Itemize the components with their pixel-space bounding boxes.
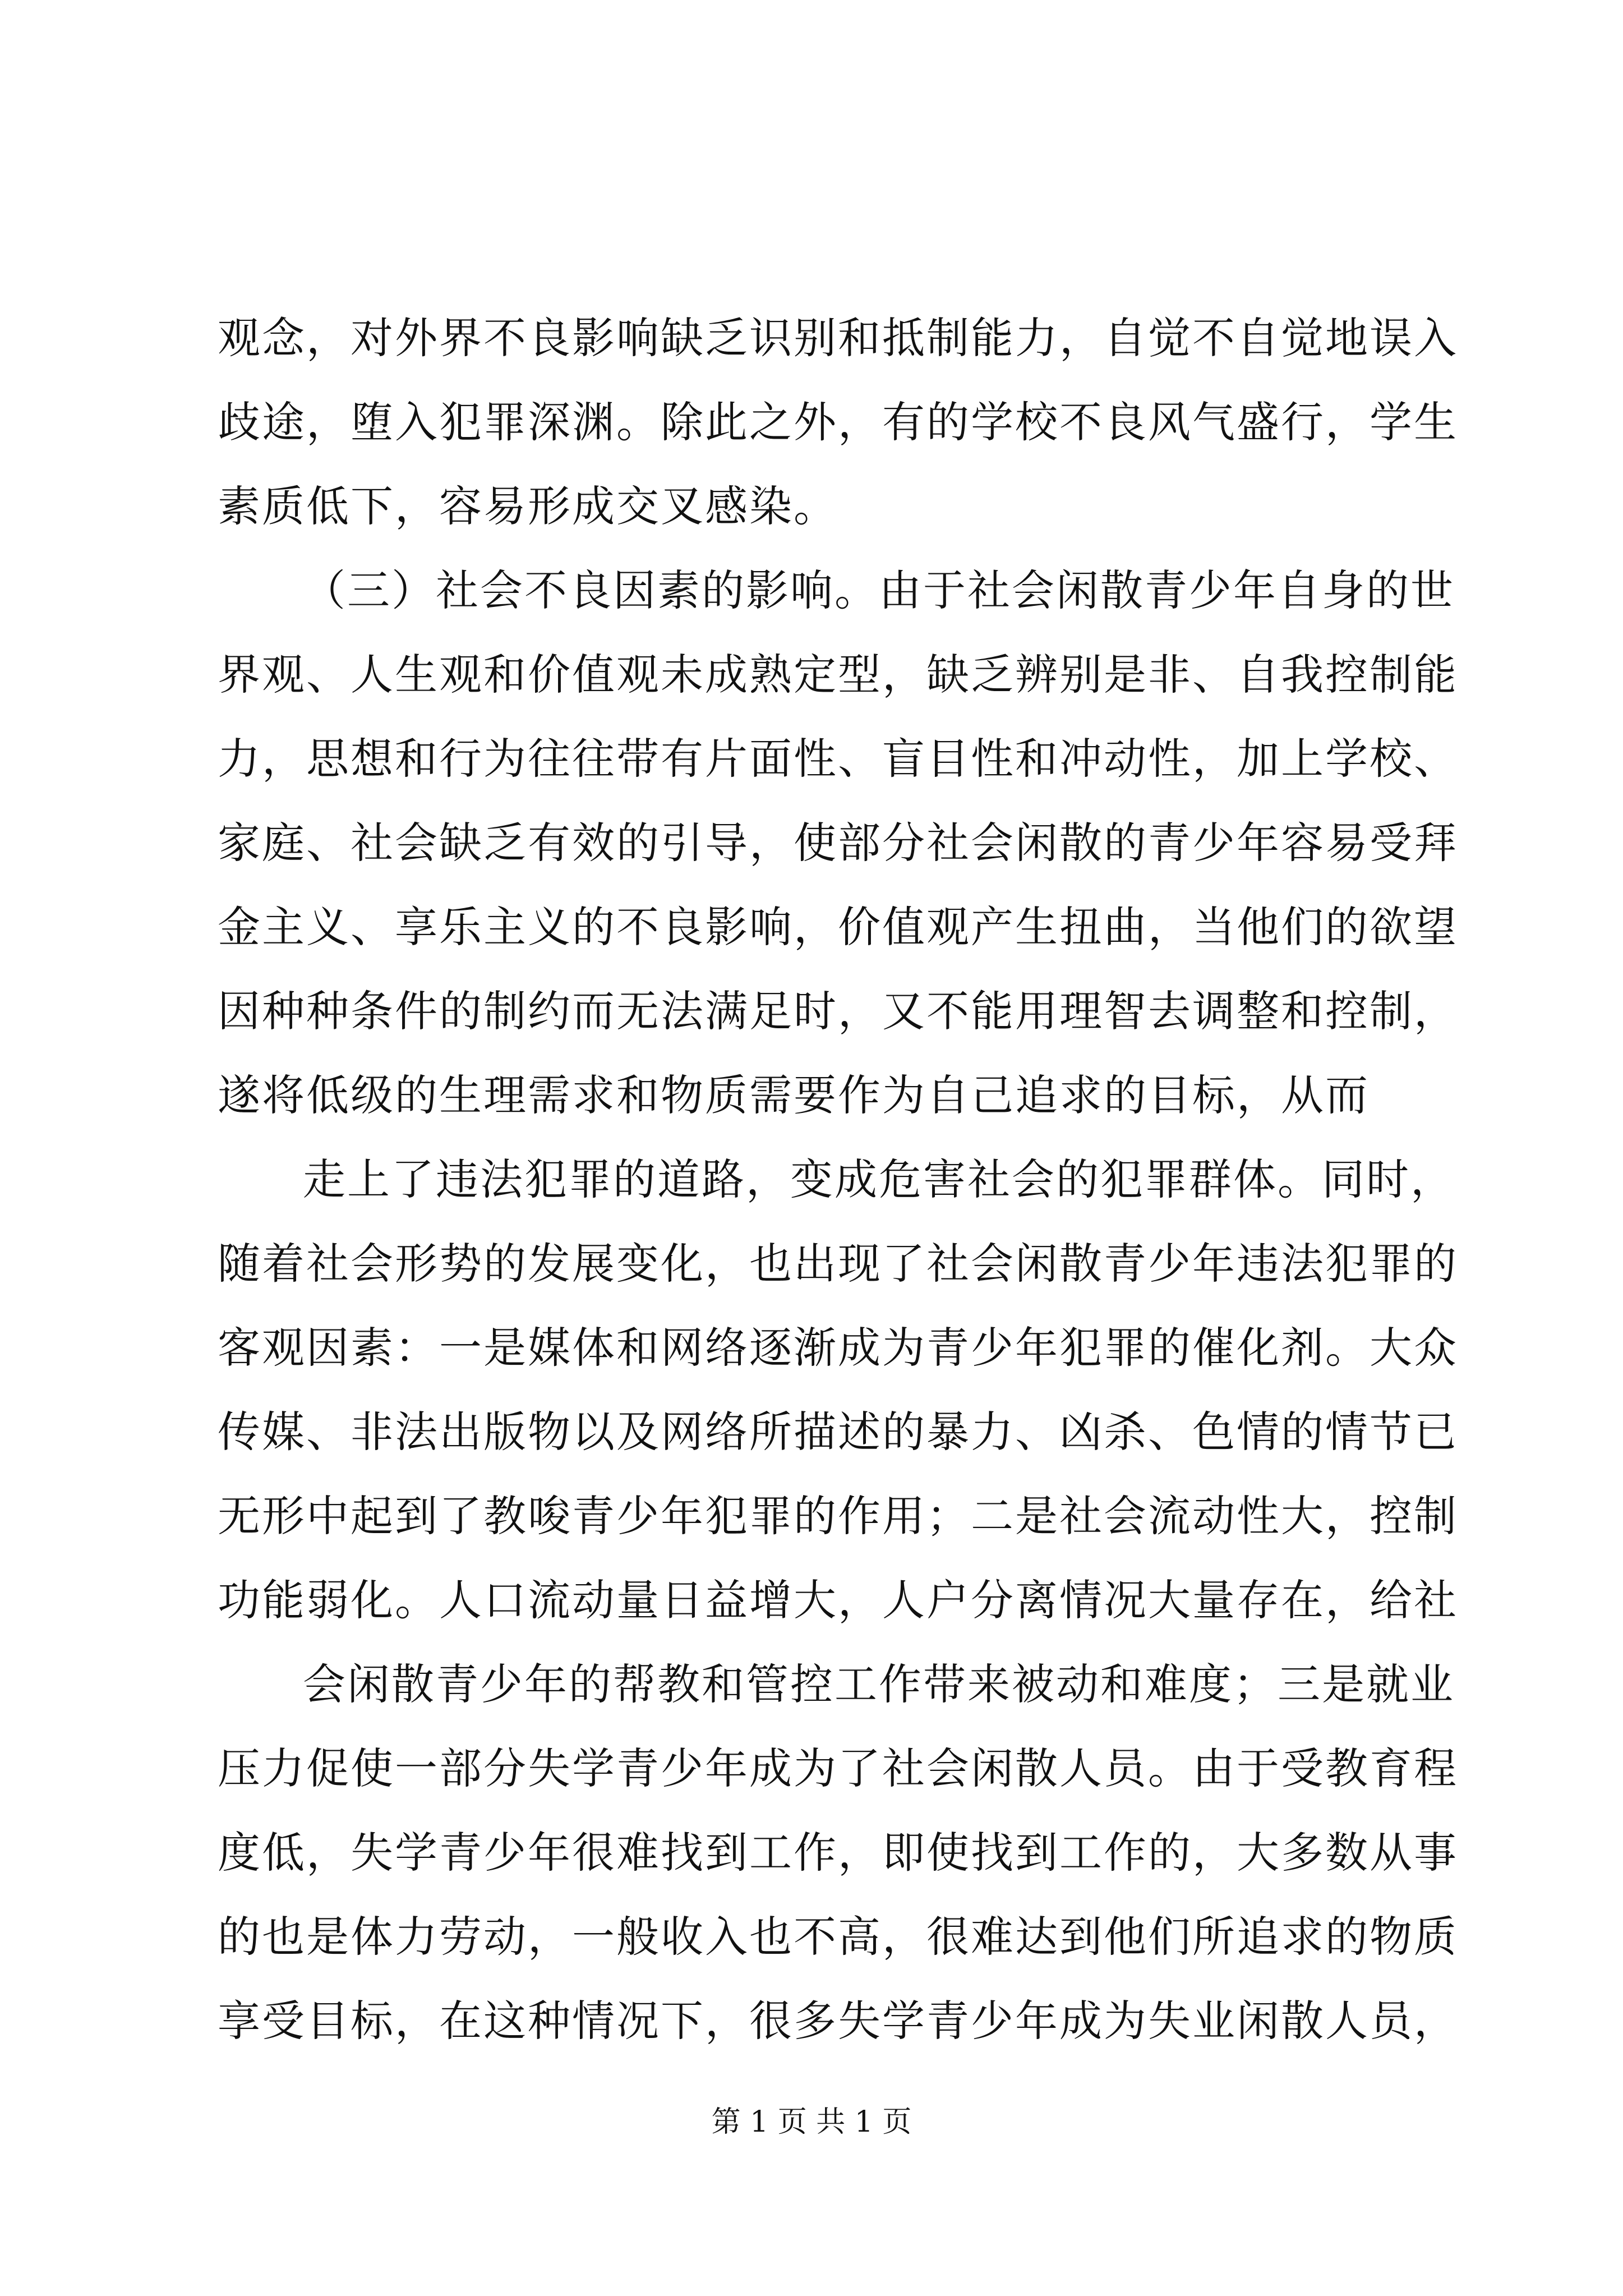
text-line: 家庭、社会缺乏有效的引导，使部分社会闲散的青少年容易受拜 (218, 818, 1458, 868)
text-line: 遂将低级的生理需求和物质需要作为自己追求的目标，从而 (218, 1070, 1370, 1120)
text-line: 享受目标，在这种情况下，很多失学青少年成为失业闲散人员， (218, 1996, 1458, 2046)
text-line: 随着社会形势的发展变化，也出现了社会闲散青少年违法犯罪的 (218, 1239, 1458, 1289)
text-line: 素质低下，容易形成交叉感染。 (218, 481, 838, 531)
text-line: 的也是体力劳动，一般收入也不高，很难达到他们所追求的物质 (218, 1912, 1458, 1962)
text-line: 观念，对外界不良影响缺乏识别和抵制能力，自觉不自觉地误入 (218, 313, 1458, 363)
text-line: 压力促使一部分失学青少年成为了社会闲散人员。由于受教育程 (218, 1743, 1458, 1793)
page-number-label: 第 1 页 共 1 页 (711, 2105, 912, 2139)
text-line: （三）社会不良因素的影响。由于社会闲散青少年自身的世 (303, 565, 1455, 615)
text-line: 功能弱化。人口流动量日益增大，人户分离情况大量存在，给社 (218, 1575, 1458, 1625)
text-line: 因种种条件的制约而无法满足时，又不能用理智去调整和控制， (218, 986, 1458, 1036)
text-line: 歧途，堕入犯罪深渊。除此之外，有的学校不良风气盛行，学生 (218, 397, 1458, 447)
text-line: 无形中起到了教唆青少年犯罪的作用；二是社会流动性大，控制 (218, 1491, 1458, 1541)
text-line: 界观、人生观和价值观未成熟定型，缺乏辨别是非、自我控制能 (218, 650, 1458, 700)
page-footer (0, 2102, 1623, 2142)
text-line: 金主义、享乐主义的不良影响，价值观产生扭曲，当他们的欲望 (218, 902, 1458, 952)
body-text (218, 296, 1458, 2063)
text-line: 度低，失学青少年很难找到工作，即使找到工作的，大多数从事 (218, 1828, 1458, 1878)
text-line: 传媒、非法出版物以及网络所描述的暴力、凶杀、色情的情节已 (218, 1407, 1458, 1457)
text-line: 力，思想和行为往往带有片面性、盲目性和冲动性，加上学校、 (218, 734, 1458, 784)
text-line: 会闲散青少年的帮教和管控工作带来被动和难度；三是就业 (303, 1659, 1455, 1709)
text-line: 客观因素：一是媒体和网络逐渐成为青少年犯罪的催化剂。大众 (218, 1323, 1458, 1373)
text-line: 走上了违法犯罪的道路，变成危害社会的犯罪群体。同时， (303, 1154, 1455, 1204)
